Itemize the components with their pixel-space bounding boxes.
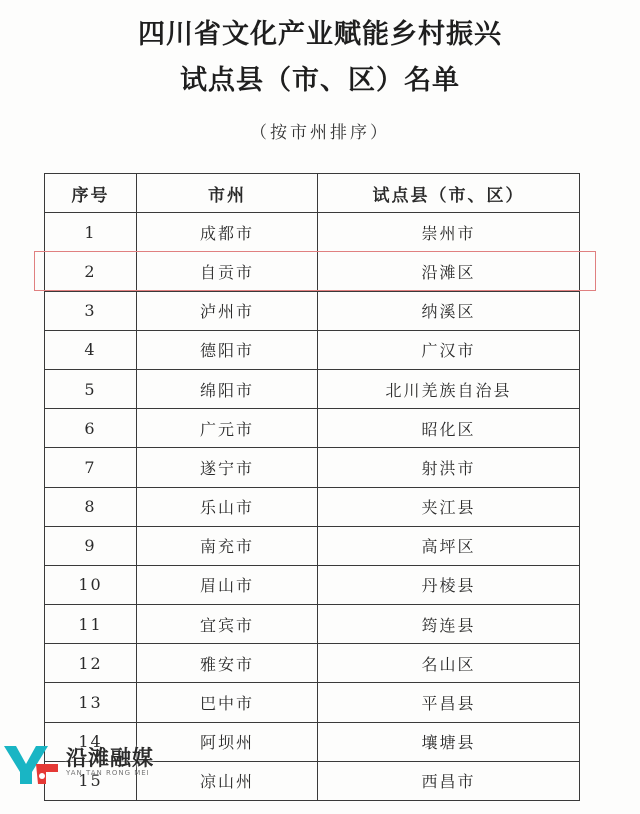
row-city: 广元市 xyxy=(137,409,318,448)
row-index: 10 xyxy=(45,565,137,604)
row-county: 名山区 xyxy=(318,644,580,683)
row-city: 自贡市 xyxy=(137,252,318,291)
row-county: 射洪市 xyxy=(318,448,580,487)
row-index: 14 xyxy=(45,722,137,761)
row-city: 德阳市 xyxy=(137,330,318,369)
row-county: 西昌市 xyxy=(318,761,580,800)
row-index: 12 xyxy=(45,644,137,683)
document-subtitle: （按市州排序） xyxy=(250,123,390,143)
pilot-county-table xyxy=(44,173,580,801)
row-county: 昭化区 xyxy=(318,409,580,448)
row-city: 乐山市 xyxy=(137,487,318,526)
row-county: 筠连县 xyxy=(318,605,580,644)
watermark-name: 沿滩融媒 xyxy=(66,746,154,770)
table-row xyxy=(45,605,580,644)
table-row xyxy=(45,683,580,722)
row-city: 成都市 xyxy=(137,213,318,252)
table-row xyxy=(45,487,580,526)
row-index: 4 xyxy=(45,330,137,369)
table-row xyxy=(45,213,580,252)
row-city: 泸州市 xyxy=(137,291,318,330)
row-index: 5 xyxy=(45,369,137,408)
row-index: 2 xyxy=(45,252,137,291)
watermark-subtitle: YAN TAN RONG MEI xyxy=(66,769,150,777)
row-county: 壤塘县 xyxy=(318,722,580,761)
table-row xyxy=(45,565,580,604)
row-city: 巴中市 xyxy=(137,683,318,722)
table-row xyxy=(45,448,580,487)
row-city: 雅安市 xyxy=(137,644,318,683)
row-city: 凉山州 xyxy=(137,761,318,800)
table-header-row xyxy=(45,174,580,213)
row-city: 遂宁市 xyxy=(137,448,318,487)
row-county: 夹江县 xyxy=(318,487,580,526)
table-row xyxy=(45,291,580,330)
table-row xyxy=(45,409,580,448)
row-county: 丹棱县 xyxy=(318,565,580,604)
table-row xyxy=(45,252,580,291)
row-county: 纳溪区 xyxy=(318,291,580,330)
header-index: 序号 xyxy=(45,174,137,213)
row-index: 3 xyxy=(45,291,137,330)
row-index: 8 xyxy=(45,487,137,526)
row-index: 6 xyxy=(45,409,137,448)
row-county: 北川羌族自治县 xyxy=(318,369,580,408)
table-row xyxy=(45,330,580,369)
row-index: 7 xyxy=(45,448,137,487)
document-title-line1: 四川省文化产业赋能乡村振兴 xyxy=(138,19,502,50)
row-city: 眉山市 xyxy=(137,565,318,604)
watermark xyxy=(2,740,202,790)
table-row xyxy=(45,526,580,565)
row-city: 绵阳市 xyxy=(137,369,318,408)
row-city: 宜宾市 xyxy=(137,605,318,644)
document-title-line2: 试点县（市、区）名单 xyxy=(180,65,460,96)
table-row xyxy=(45,369,580,408)
row-index: 9 xyxy=(45,526,137,565)
row-county: 平昌县 xyxy=(318,683,580,722)
row-county: 崇州市 xyxy=(318,213,580,252)
header-county: 试点县（市、区） xyxy=(318,174,580,213)
row-county: 沿滩区 xyxy=(318,252,580,291)
header-city: 市州 xyxy=(137,174,318,213)
row-city: 南充市 xyxy=(137,526,318,565)
table-row xyxy=(45,644,580,683)
row-index: 1 xyxy=(45,213,137,252)
row-city: 阿坝州 xyxy=(137,722,318,761)
yantan-media-logo xyxy=(2,742,62,786)
row-index: 13 xyxy=(45,683,137,722)
row-county: 广汉市 xyxy=(318,330,580,369)
row-county: 高坪区 xyxy=(318,526,580,565)
row-index: 15 xyxy=(45,761,137,800)
row-index: 11 xyxy=(45,605,137,644)
